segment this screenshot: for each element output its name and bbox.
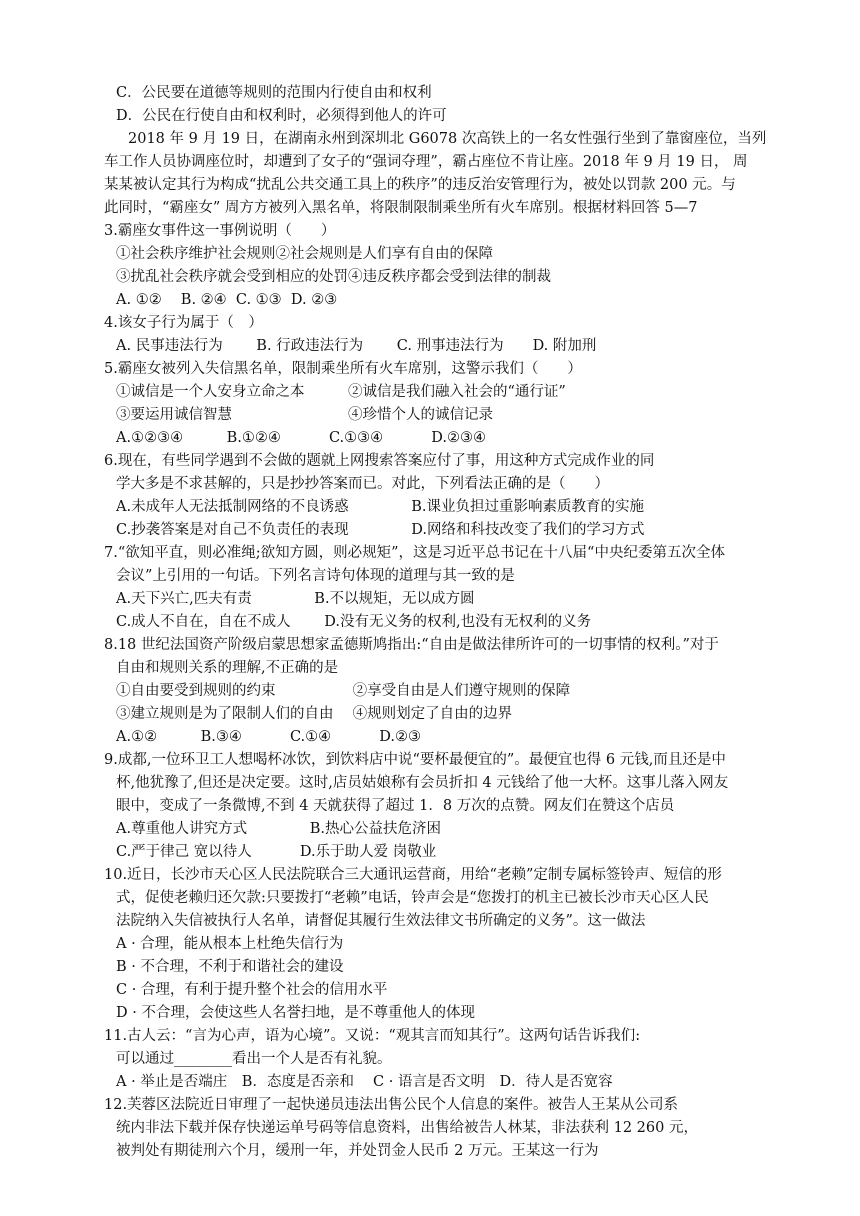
question-stem: 11.古人云：“言为心声，语为心境”。又说：“观其言而知其行”。这两句话告诉我们: xyxy=(104,1028,641,1044)
option-line: D · 不合理，会使这些人名誉扫地，是不尊重他人的体现 xyxy=(116,1005,475,1021)
option-line: A. 民事违法行为 B. 行政违法行为 C. 刑事违法行为 D. 附加刑 xyxy=(116,338,597,354)
option-line: A.尊重他人讲究方式 B.热心公益扶危济困 xyxy=(116,821,441,837)
option-line: C.抄袭答案是对自己不负责任的表现 D.网络和科技改变了我们的学习方式 xyxy=(116,522,645,538)
material-paragraph-line: 此同时，“霸座女” 周方方被列入黑名单，将限制限制乘坐所有火车席别。根据材料回答 5—7 xyxy=(104,200,698,216)
option-line: A.未成年人无法抵制网络的不良诱惑 B.课业负担过重影响素质教育的实施 xyxy=(116,499,644,515)
material-paragraph-line: 2018 年 9 月 19 日，在湖南永州到深圳北 G6078 次高铁上的一名女性强行坐到了靠窗座位，当列 xyxy=(128,131,767,147)
option-line: C · 合理，有利于提升整个社会的信用水平 xyxy=(116,982,388,998)
option-line: B · 不合理，不利于和谐社会的建设 xyxy=(116,959,344,975)
question-stem: 6.现在，有些同学遇到不会做的题就上网搜索答案应付了事，用这种方式完成作业的同 xyxy=(104,453,655,469)
statement-line: ①自由要受到规则的约束 ②享受自由是人们遵守规则的保障 xyxy=(116,683,571,699)
option-line: A.①② B.③④ C.①④ D.②③ xyxy=(116,729,421,745)
option-line: A · 举止是否端庄 B．态度是否亲和 C · 语言是否文明 D．待人是否宽容 xyxy=(116,1074,613,1090)
question-stem: 8.18 世纪法国资产阶级启蒙思想家孟德斯鸠指出:“自由是做法律所许可的一切事情的权利。”对于 xyxy=(104,637,719,653)
option-line: A.天下兴亡,匹夫有责 B.不以规矩，无以成方圆 xyxy=(116,591,475,607)
question-stem-continued: 可以通过________看出一个人是否有礼貌。 xyxy=(116,1051,392,1067)
statement-line: ③要运用诚信智慧 ④珍惜个人的诚信记录 xyxy=(116,407,493,423)
question-stem-continued: 杯,他犹豫了,但还是决定要。这时,店员姑娘称有会员折扣 4 元钱给了他一大杯。这事儿落入网友 xyxy=(116,775,729,791)
option-line: D．公民在行使自由和权利时，必须得到他人的许可 xyxy=(116,108,447,124)
question-stem: 5.霸座女被列入失信黑名单，限制乘坐所有火车席别，这警示我们（ ） xyxy=(104,361,582,377)
question-stem-continued: 自由和规则关系的理解,不正确的是 xyxy=(116,660,339,676)
option-line: C．公民要在道德等规则的范围内行使自由和权利 xyxy=(116,85,432,101)
question-stem: 3.霸座女事件这一事例说明（ ） xyxy=(104,223,336,239)
question-stem-continued: 式，促使老赖归还欠款:只要拨打“老赖”电话，铃声会是“您拨打的机主已被长沙市天心区人民 xyxy=(116,890,709,906)
question-stem-continued: 被判处有期徒刑六个月，缓刑一年，并处罚金人民币 2 万元。王某这一行为 xyxy=(116,1143,599,1159)
question-stem: 4.该女子行为属于（ ） xyxy=(104,315,263,331)
question-stem-continued: 会议”上引用的一句话。下列名言诗句体现的道理与其一致的是 xyxy=(116,568,515,584)
option-line: A · 合理，能从根本上杜绝失信行为 xyxy=(116,936,344,952)
question-stem: 7.“欲知平直，则必准绳;欲知方圆，则必规矩”，这是习近平总书记在十八届“中央纪委第五次全体 xyxy=(104,545,725,561)
question-stem-continued: 法院纳入失信被执行人名单，请督促其履行生效法律文书所确定的义务”。这一做法 xyxy=(116,913,646,929)
question-stem-continued: 统内非法下载并保存快递运单号码等信息资料，出售给被告人林某，非法获利 12 260 元， xyxy=(116,1120,698,1136)
option-line: A. ①② B. ②④ C. ①③ D. ②③ xyxy=(116,292,338,308)
statement-line: ③扰乱社会秩序就会受到相应的处罚④违反秩序都会受到法律的制裁 xyxy=(116,269,551,285)
question-stem-continued: 眼中，变成了一条微博,不到 4 天就获得了超过 1．8 万次的点赞。网友们在赞这个店员 xyxy=(116,798,675,814)
question-stem: 9.成都,一位环卫工人想喝杯冰饮，到饮料店中说“要杯最便宜的”。最便宜也得 6 元钱,而且还是中 xyxy=(104,752,726,768)
question-stem: 12.芙蓉区法院近日审理了一起快递员违法出售公民个人信息的案件。被告人王某从公司系 xyxy=(104,1097,679,1113)
material-paragraph-line: 车工作人员协调座位时，却遭到了女子的“强词夺理”，霸占座位不肯让座。2018 年 9 月 19 日， 周 xyxy=(104,154,748,170)
option-line: A.①②③④ B.①②④ C.①③④ D.②③④ xyxy=(116,430,486,446)
question-stem: 10.近日，长沙市天心区人民法院联合三大通讯运营商，用给“老赖”定制专属标签铃声、短信的形 xyxy=(104,867,722,883)
statement-line: ①社会秩序维护社会规则②社会规则是人们享有自由的保障 xyxy=(116,246,493,262)
option-line: C.成人不自在，自在不成人 D.没有无义务的权利,也没有无权利的义务 xyxy=(116,614,592,630)
option-line: C.严于律己 宽以待人 D.乐于助人爱 岗敬业 xyxy=(116,844,437,860)
statement-line: ①诚信是一个人安身立命之本 ②诚信是我们融入社会的“通行证” xyxy=(116,384,566,400)
question-stem-continued: 学大多是不求甚解的，只是抄抄答案而已。对此，下列看法正确的是（ ） xyxy=(116,476,609,492)
statement-line: ③建立规则是为了限制人们的自由 ④规则划定了自由的边界 xyxy=(116,706,513,722)
material-paragraph-line: 某某被认定其行为构成“扰乱公共交通工具上的秩序”的违反治安管理行为，被处以罚款 200 元。与 xyxy=(104,177,736,193)
